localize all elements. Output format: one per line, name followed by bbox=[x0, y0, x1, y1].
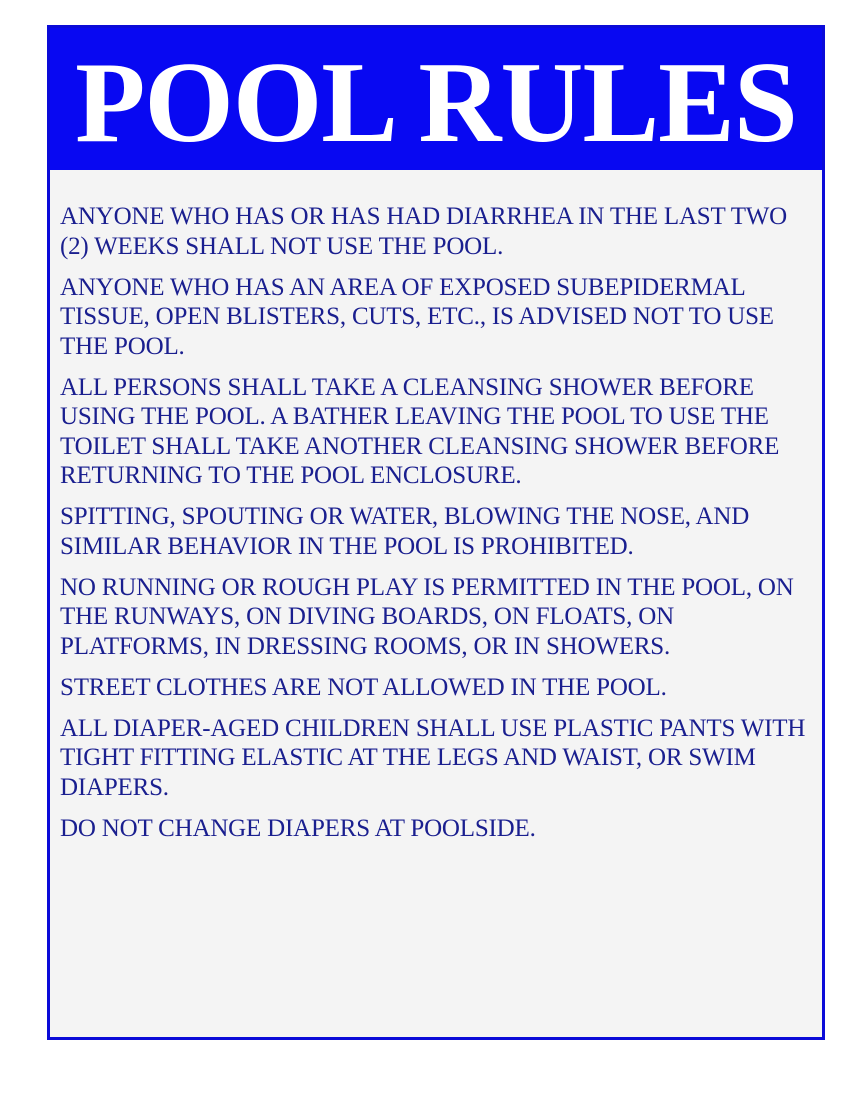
page-title: POOL RULES bbox=[75, 39, 797, 166]
pool-rules-sign bbox=[47, 25, 825, 1040]
rule-item: ALL DIAPER-AGED CHILDREN SHALL USE PLASTIC PANTS WITH TIGHT FITTING ELASTIC AT THE LEGS AND WAIST, OR SWIM DIAPERS. bbox=[60, 714, 806, 801]
rules-list bbox=[60, 202, 820, 855]
rule-item: ANYONE WHO HAS AN AREA OF EXPOSED SUBEPIDERMAL TISSUE, OPEN BLISTERS, CUTS, ETC., IS ADVISED NOT TO USE THE POOL. bbox=[60, 273, 774, 360]
rule-item: DO NOT CHANGE DIAPERS AT POOLSIDE. bbox=[60, 814, 536, 842]
title-banner bbox=[50, 28, 822, 170]
rule-item: ANYONE WHO HAS OR HAS HAD DIARRHEA IN THE LAST TWO (2) WEEKS SHALL NOT USE THE POOL. bbox=[60, 203, 788, 260]
rule-item: STREET CLOTHES ARE NOT ALLOWED IN THE POOL. bbox=[60, 673, 667, 701]
rule-item: NO RUNNING OR ROUGH PLAY IS PERMITTED IN THE POOL, ON THE RUNWAYS, ON DIVING BOARDS, ON FLOATS, ON PLATFORMS, IN DRESSING ROOMS, OR IN SHOWERS. bbox=[60, 573, 794, 660]
rule-item: SPITTING, SPOUTING OR WATER, BLOWING THE NOSE, AND SIMILAR BEHAVIOR IN THE POOL IS PROHIBITED. bbox=[60, 503, 750, 560]
rule-item: ALL PERSONS SHALL TAKE A CLEANSING SHOWER BEFORE USING THE POOL. A BATHER LEAVING THE POOL TO USE THE TOILET SHALL TAKE ANOTHER CLEANSING SHOWER BEFORE RETURNING TO THE POOL ENCLOSURE. bbox=[60, 373, 780, 489]
